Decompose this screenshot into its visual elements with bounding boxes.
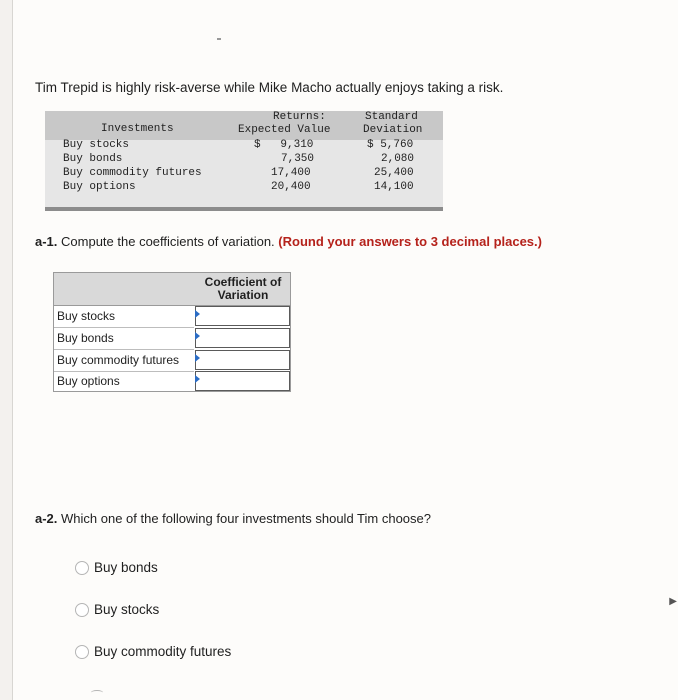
option-buy-bonds[interactable] <box>75 560 158 575</box>
given-data-table <box>45 111 443 211</box>
row-divider <box>54 371 194 372</box>
row-divider <box>54 327 194 328</box>
coefficient-input-stocks[interactable] <box>195 306 290 326</box>
given-row-name: Buy options <box>63 181 136 193</box>
col-expected-header: Expected Value <box>238 124 331 136</box>
question-a1-prefix: a-1. <box>35 234 58 249</box>
option-label: Buy bonds <box>94 560 158 575</box>
given-row-std: 14,100 <box>374 181 414 193</box>
option-buy-commodity-futures[interactable] <box>75 644 231 659</box>
question-a1 <box>35 234 542 249</box>
given-row-std: 25,400 <box>374 167 414 179</box>
input-marker-icon <box>195 310 200 318</box>
input-marker-icon <box>195 332 200 340</box>
given-row-expected: $ 9,310 <box>254 139 314 151</box>
col-std-header: Standard <box>365 111 418 123</box>
given-row-name: Buy stocks <box>63 139 130 151</box>
question-a2 <box>35 511 431 526</box>
coefficient-answer-table <box>53 272 291 392</box>
coefficient-input-commodity-futures[interactable] <box>195 350 290 370</box>
input-marker-icon <box>195 375 200 383</box>
option-label: Buy stocks <box>94 602 160 617</box>
coefficient-input-bonds[interactable] <box>195 328 290 348</box>
question-page <box>12 0 678 700</box>
question-a1-text: Compute the coefficients of variation. <box>57 234 279 249</box>
option-label: Buy commodity futures <box>94 644 232 659</box>
radio-button[interactable] <box>75 645 89 659</box>
answer-column-header: Coefficient of Variation <box>204 275 282 302</box>
col-investments-header: Investments <box>101 123 174 135</box>
radio-button[interactable] <box>75 561 89 575</box>
row-divider <box>54 349 194 350</box>
coefficient-input-options[interactable] <box>195 371 290 391</box>
question-a2-text: Which one of the following four investments should Tim choose? <box>57 511 431 526</box>
scroll-right-icon[interactable]: ▶ <box>669 596 677 607</box>
given-row-name: Buy commodity futures <box>63 167 202 179</box>
given-row-name: Buy bonds <box>63 153 123 165</box>
given-row-std: $ 5,760 <box>367 139 414 151</box>
given-row-expected: 20,400 <box>271 181 311 193</box>
given-row-expected: 7,350 <box>281 153 315 165</box>
option-buy-stocks[interactable] <box>75 602 159 617</box>
radio-button-partial[interactable] <box>91 690 103 695</box>
col-returns-header: Returns: <box>273 111 326 123</box>
given-row-expected: 17,400 <box>271 167 311 179</box>
col-deviation-header: Deviation <box>363 124 423 136</box>
question-a1-instruction: (Round your answers to 3 decimal places.) <box>278 234 542 249</box>
radio-button[interactable] <box>75 603 89 617</box>
answer-row-label: Buy stocks <box>57 309 116 323</box>
input-marker-icon <box>195 354 200 362</box>
intro-text: Tim Trepid is highly risk-averse while Mike Macho actually enjoys taking a risk. <box>35 80 504 95</box>
question-a2-prefix: a-2. <box>35 511 58 526</box>
scroll-indicator <box>217 38 221 40</box>
answer-row-label: Buy options <box>57 374 120 388</box>
answer-row-label: Buy bonds <box>57 331 114 345</box>
answer-row-label: Buy commodity futures <box>57 353 180 367</box>
given-row-std: 2,080 <box>381 153 415 165</box>
